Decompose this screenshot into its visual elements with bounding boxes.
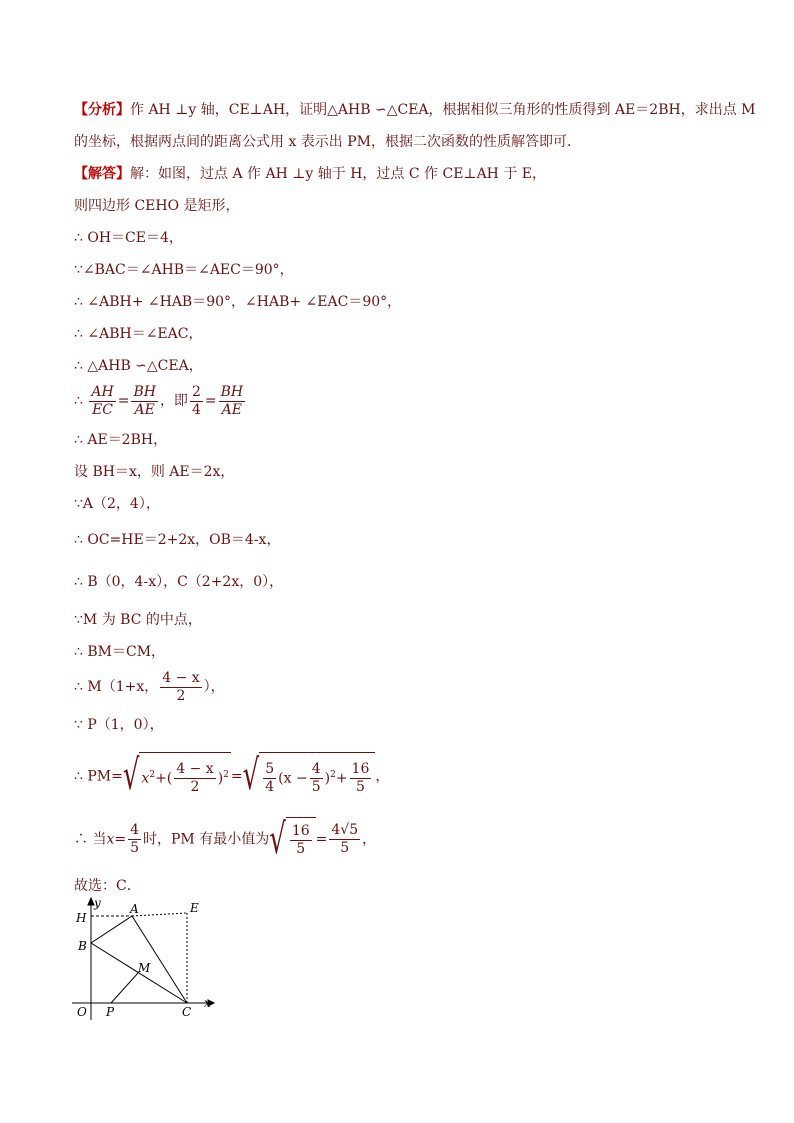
label-o: O — [77, 1005, 87, 1019]
label-a: A — [130, 902, 139, 916]
label-c: C — [182, 1005, 192, 1019]
label-h: H — [76, 911, 87, 925]
solution-line-15: ∴ BM＝CM， — [74, 644, 166, 660]
solution-line-8: ∴ $\frac{AH}{EC}$ = $\frac{BH}{AE}$ ，即 $\frac{2}{4}$ = $\frac{BH}{AE}$ — [74, 383, 244, 418]
solution-line-6: ∴ ∠ABH＝∠EAC， — [74, 326, 203, 342]
analysis-tag: 【分析】 — [74, 102, 130, 118]
fraction-ah-ec: $\frac{AH}{EC}$ — [91, 383, 114, 418]
solution-line-4: ∵∠BAC＝∠AHB＝∠AEC＝90°， — [74, 262, 294, 278]
analysis-line-2: 的坐标，根据两点间的距离公式用 x 表示出 PM，根据二次函数的性质解答即可． — [74, 134, 581, 150]
label-b: B — [78, 939, 87, 953]
analysis-line-1 — [74, 100, 756, 120]
solution-line-10: 设 BH＝x，则 AE＝2x， — [74, 464, 235, 480]
segment-ae — [132, 913, 187, 916]
fraction-bh-ae-2: $\frac{BH}{AE}$ — [220, 383, 244, 418]
label-p: P — [106, 1005, 115, 1019]
segment-pm — [111, 973, 138, 1003]
analysis-text-1: 作 AH ⊥y 轴，CE⊥AH，证明△AHB ∽△CEA，根据相似三角形的性质得到 AE＝2BH，求出点 M — [130, 102, 756, 118]
radical-pm-1: √ $x^2+$( $\frac{4 - x}{2}$ )$^2$ — [122, 752, 229, 801]
solution-text-1: 解：如图，过点 A 作 AH ⊥y 轴于 H，过点 C 作 CE⊥AH 于 E， — [130, 166, 547, 182]
solution-line-5: ∴ ∠ABH+ ∠HAB＝90°，∠HAB+ ∠EAC＝90°， — [74, 294, 402, 310]
label-e: E — [190, 901, 199, 915]
solution-line-16: ∴ M（1+x， $\frac{4 - x}{2}$ ）， — [74, 669, 225, 704]
geometry-figure — [70, 895, 230, 1025]
solution-line-13: ∴ B（0，4-x），C（2+2x，0）， — [74, 574, 284, 590]
solution-tag: 【解答】 — [74, 166, 130, 182]
solution-line-12: ∴ OC=HE＝2+2x，OB＝4-x， — [74, 532, 281, 548]
fraction-2-4: $\frac{2}{4}$ — [191, 383, 201, 418]
label-x: x — [204, 996, 211, 1010]
solution-line-7: ∴ △AHB ∽△CEA， — [74, 358, 203, 374]
solution-line-3: ∴ OH＝CE＝4， — [74, 230, 183, 246]
label-y: y — [94, 896, 101, 910]
solution-line-14: ∵M 为 BC 的中点， — [74, 612, 202, 628]
solution-line-19: ∴ 当x= $\frac{4}{5}$ 时，PM 有最小值为√ $\frac{16}{5}$ = $\frac{4√5}{5}$ ， — [74, 815, 377, 864]
fraction-bh-ae: $\frac{BH}{AE}$ — [133, 383, 156, 418]
solution-line-9: ∴ AE＝2BH， — [74, 432, 168, 448]
solution-line-17: ∵ P（1，0）， — [74, 717, 164, 733]
radical-pm-2: √ $\frac{5}{4}$ (x − $\frac{4}{5}$ )$^2$+ $\frac{16}{5}$ — [243, 752, 376, 801]
solution-line-2: 则四边形 CEHO 是矩形， — [74, 198, 240, 214]
segment-ba — [91, 916, 132, 943]
radical-16-over-5: √ $\frac{16}{5}$ — [269, 817, 315, 862]
solution-line-1 — [74, 164, 546, 184]
answer-line: 故选：C． — [74, 878, 141, 894]
solution-line-18: ∴ PM=√ $x^2+$( $\frac{4 - x}{2}$ )$^2$ =√ $\frac{5}{4}$ (x − $\frac{4}{5}$ )$^2$+ $\frac{16}{5}$ ， — [74, 752, 390, 801]
fraction-4-minus-x-over-2: $\frac{4 - x}{2}$ — [162, 669, 200, 704]
label-m: M — [138, 961, 151, 975]
therefore: ∴ — [74, 393, 83, 409]
segment-ac — [132, 916, 187, 1003]
solution-line-11: ∵A（2，4）， — [74, 496, 160, 512]
